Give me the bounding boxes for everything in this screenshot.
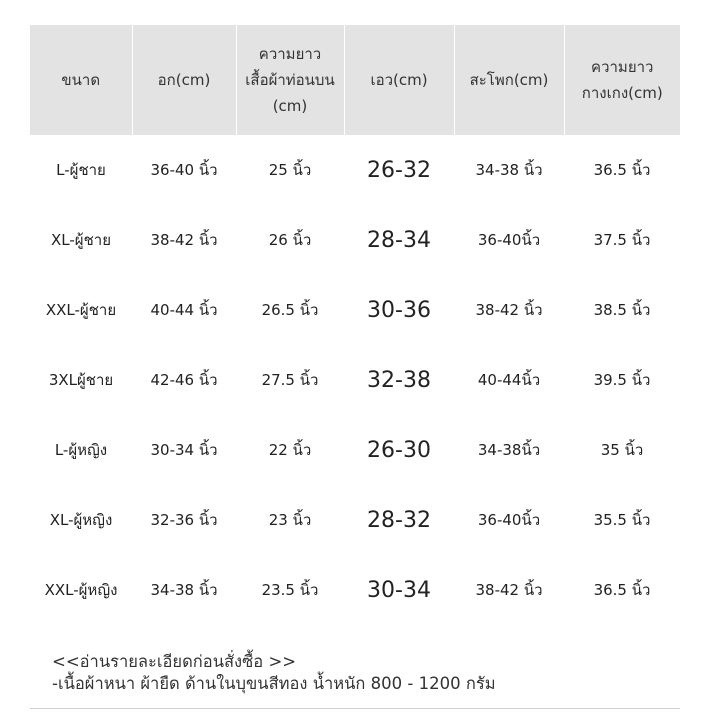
cell-pants-length: 36.5 นิ้ว [593,581,651,599]
cell-pants-length: 37.5 นิ้ว [593,231,651,249]
header-hip: สะโพก(cm) [454,25,564,135]
cell-top-length: 23.5 นิ้ว [261,581,319,599]
cell-chest: 32-36 นิ้ว [150,511,218,529]
cell-waist: 26-32 [367,157,431,183]
cell-hip: 36-40นิ้ว [477,511,541,529]
cell-hip: 40-44นิ้ว [477,371,541,389]
cell-top-length: 22 นิ้ว [268,441,312,459]
cell-top-length: 26 นิ้ว [268,231,312,249]
cell-hip: 38-42 นิ้ว [475,581,543,599]
table-header-row [30,25,680,135]
size-chart [30,25,680,625]
cell-hip: 36-40นิ้ว [477,231,541,249]
cell-top-length: 27.5 นิ้ว [261,371,319,389]
table-row [30,345,680,415]
cell-top-length: 26.5 นิ้ว [261,301,319,319]
header-pants-length: ความยาวกางเกง(cm) [581,58,663,102]
cell-waist: 30-36 [367,297,431,323]
table-row [30,135,680,205]
cell-chest: 40-44 นิ้ว [150,301,218,319]
table-row [30,415,680,485]
cell-pants-length: 38.5 นิ้ว [593,301,651,319]
cell-waist: 26-30 [367,437,431,463]
cell-waist: 28-34 [367,227,431,253]
notes-fabric-description: -เนื้อผ้าหนา ผ้ายืด ด้านในบุขนสีทอง น้ำหนัก 800 - 1200 กรัม [52,674,496,693]
cell-size: 3XLผู้ชาย [48,371,114,389]
cell-chest: 42-46 นิ้ว [150,371,218,389]
cell-waist: 32-38 [367,367,431,393]
divider [30,708,680,709]
header-chest: อก(cm) [132,25,236,135]
cell-pants-length: 36.5 นิ้ว [593,161,651,179]
cell-pants-length: 35 นิ้ว [600,441,644,459]
table-row [30,485,680,555]
cell-size: XXL-ผู้หญิง [44,581,118,599]
cell-waist: 28-32 [367,507,431,533]
cell-chest: 30-34 นิ้ว [150,441,218,459]
cell-size: XXL-ผู้ชาย [45,301,117,319]
header-waist: เอว(cm) [344,25,454,135]
cell-size: L-ผู้ชาย [56,161,106,179]
product-notes [52,651,496,695]
table-row [30,275,680,345]
cell-hip: 34-38นิ้ว [477,441,541,459]
header-top-length: ความยาวเสื้อผ้าท่อนบน (cm) [236,25,344,135]
header-size: ขนาด [30,25,132,135]
cell-top-length: 25 นิ้ว [268,161,312,179]
table-row [30,555,680,625]
cell-top-length: 23 นิ้ว [268,511,312,529]
notes-read-before-order: <<อ่านรายละเอียดก่อนสั่งซื้อ >> [52,652,297,671]
cell-size: L-ผู้หญิง [54,441,108,459]
cell-hip: 38-42 นิ้ว [475,301,543,319]
table-row [30,205,680,275]
cell-waist: 30-34 [367,577,431,603]
cell-chest: 36-40 นิ้ว [150,161,218,179]
cell-chest: 38-42 นิ้ว [150,231,218,249]
cell-chest: 34-38 นิ้ว [150,581,218,599]
cell-size: XL-ผู้ชาย [51,231,111,249]
cell-size: XL-ผู้หญิง [49,511,113,529]
size-table [30,25,680,625]
cell-pants-length: 39.5 นิ้ว [593,371,651,389]
cell-hip: 34-38 นิ้ว [475,161,543,179]
cell-pants-length: 35.5 นิ้ว [593,511,651,529]
